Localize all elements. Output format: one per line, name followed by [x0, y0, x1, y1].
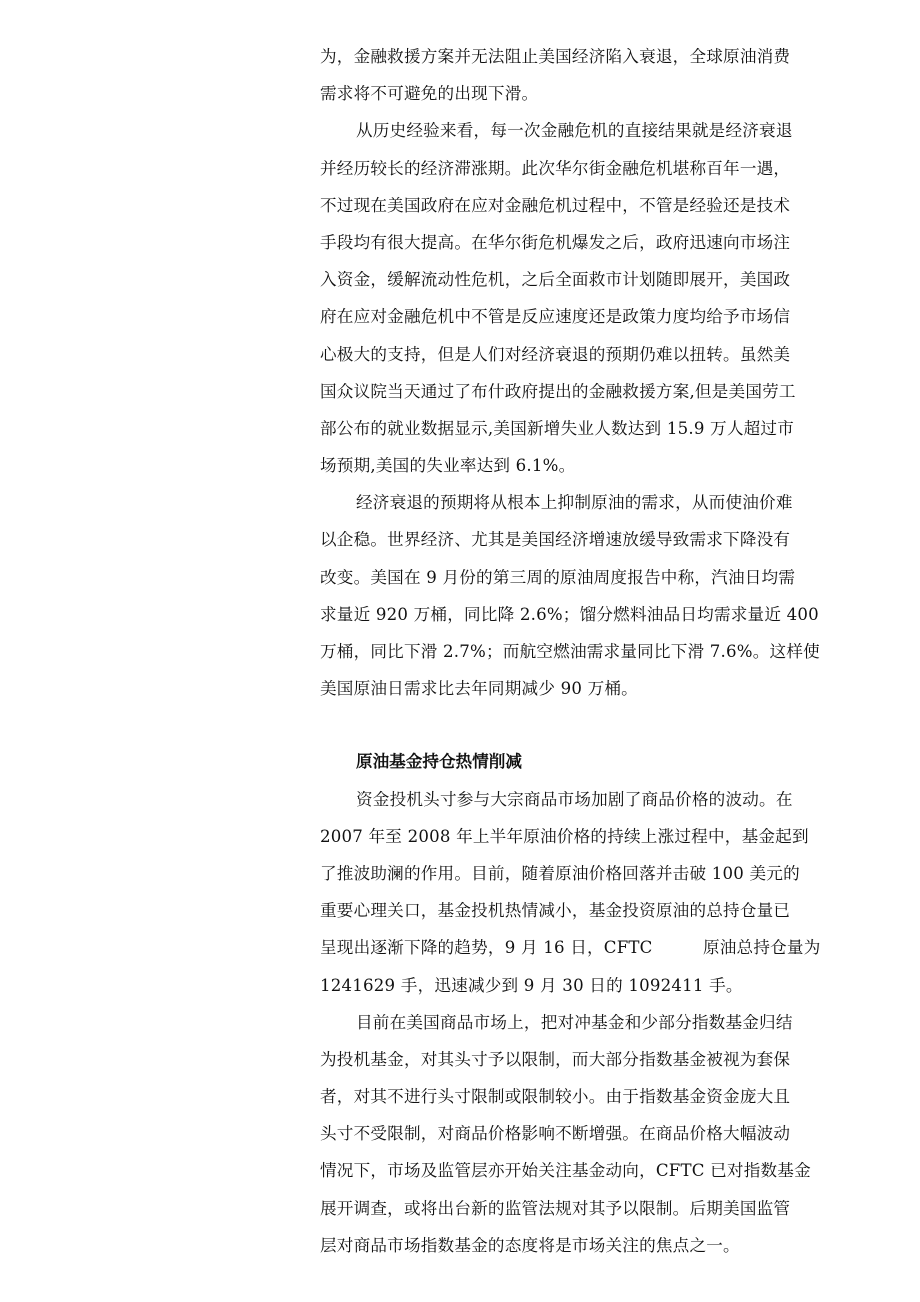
text-line: 者，对其不进行头寸限制或限制较小。由于指数基金资金庞大且 [320, 1087, 791, 1107]
text-line: 场预期,美国的失业率达到 6.1%。 [320, 456, 576, 476]
text-line: 经济衰退的预期将从根本上抑制原油的需求，从而使油价难 [356, 493, 793, 513]
text-line: 了推波助澜的作用。目前，随着原油价格回落并击破 100 美元的 [320, 863, 800, 883]
text-line: 2007 年至 2008 年上半年原油价格的持续上涨过程中，基金起到 [320, 826, 809, 846]
text-line: 以企稳。世界经济、尤其是美国经济增速放缓导致需求下降没有 [320, 530, 791, 550]
text-column [320, 38, 848, 1264]
text-line: 心极大的支持，但是人们对经济衰退的预期仍难以扭转。虽然美 [320, 344, 791, 364]
paragraph-historical-experience [320, 112, 848, 484]
text-line: 展开调查，或将出台新的监管法规对其予以限制。后期美国监管 [320, 1198, 791, 1218]
text-line: 并经历较长的经济滞涨期。此次华尔街金融危机堪称百年一遇， [320, 158, 791, 178]
text-line: 资金投机头寸参与大宗商品市场加剧了商品价格的波动。在 [356, 789, 793, 809]
text-line: 头寸不受限制，对商品价格影响不断增强。在商品价格大幅波动 [320, 1124, 791, 1144]
text-line: 层对商品市场指数基金的态度将是市场关注的焦点之一。 [320, 1235, 740, 1255]
text-line: 手段均有很大提高。在华尔街危机爆发之后，政府迅速向市场注 [320, 232, 791, 252]
text-line: 呈现出逐渐下降的趋势，9 月 16 日，CFTC 原油总持仓量为 [320, 938, 821, 958]
text-line: 不过现在美国政府在应对金融危机过程中，不管是经验还是技术 [320, 195, 791, 215]
text-line: 国众议院当天通过了布什政府提出的金融救援方案,但是美国劳工 [320, 381, 796, 401]
paragraph-index-funds [320, 1004, 848, 1264]
text-line: 万桶，同比下滑 2.7%；而航空燃油需求量同比下滑 7.6%。这样使 [320, 642, 820, 661]
text-line: 为，金融救援方案并无法阻止美国经济陷入衰退，全球原油消费 [320, 47, 791, 66]
paragraph-fund-speculation [320, 781, 848, 1004]
text-line: 情况下，市场及监管层亦开始关注基金动向，CFTC 已对指数基金 [320, 1161, 811, 1181]
text-line: 从历史经验来看，每一次金融危机的直接结果就是经济衰退 [356, 121, 793, 141]
text-line: 美国原油日需求比去年同期减少 90 万桶。 [320, 679, 638, 699]
text-line: 部公布的就业数据显示,美国新增失业人数达到 15.9 万人超过市 [320, 418, 795, 438]
section-heading: 原油基金持仓热情削减 [356, 751, 522, 772]
section-gap [320, 707, 848, 743]
paragraph-recession-expectation [320, 484, 848, 707]
text-line: 需求将不可避免的出现下滑。 [320, 84, 539, 104]
text-line: 求量近 920 万桶，同比降 2.6%；馏分燃料油品日均需求量近 400 [320, 604, 819, 624]
text-line: 改变。美国在 9 月份的第三周的原油周度报告中称，汽油日均需 [320, 567, 796, 587]
text-line: 府在应对金融危机中不管是反应速度还是政策力度均给予市场信 [320, 307, 791, 327]
text-line: 目前在美国商品市场上，把对冲基金和少部分指数基金归结 [356, 1012, 793, 1032]
text-line: 为投机基金，对其头寸予以限制，而大部分指数基金被视为套保 [320, 1049, 791, 1069]
paragraph-continuation [320, 38, 848, 112]
text-line: 入资金，缓解流动性危机，之后全面救市计划随即展开，美国政 [320, 270, 791, 290]
text-line: 1241629 手，迅速减少到 9 月 30 日的 1092411 手。 [320, 975, 743, 995]
text-line: 重要心理关口，基金投机热情减小，基金投资原油的总持仓量已 [320, 901, 791, 921]
